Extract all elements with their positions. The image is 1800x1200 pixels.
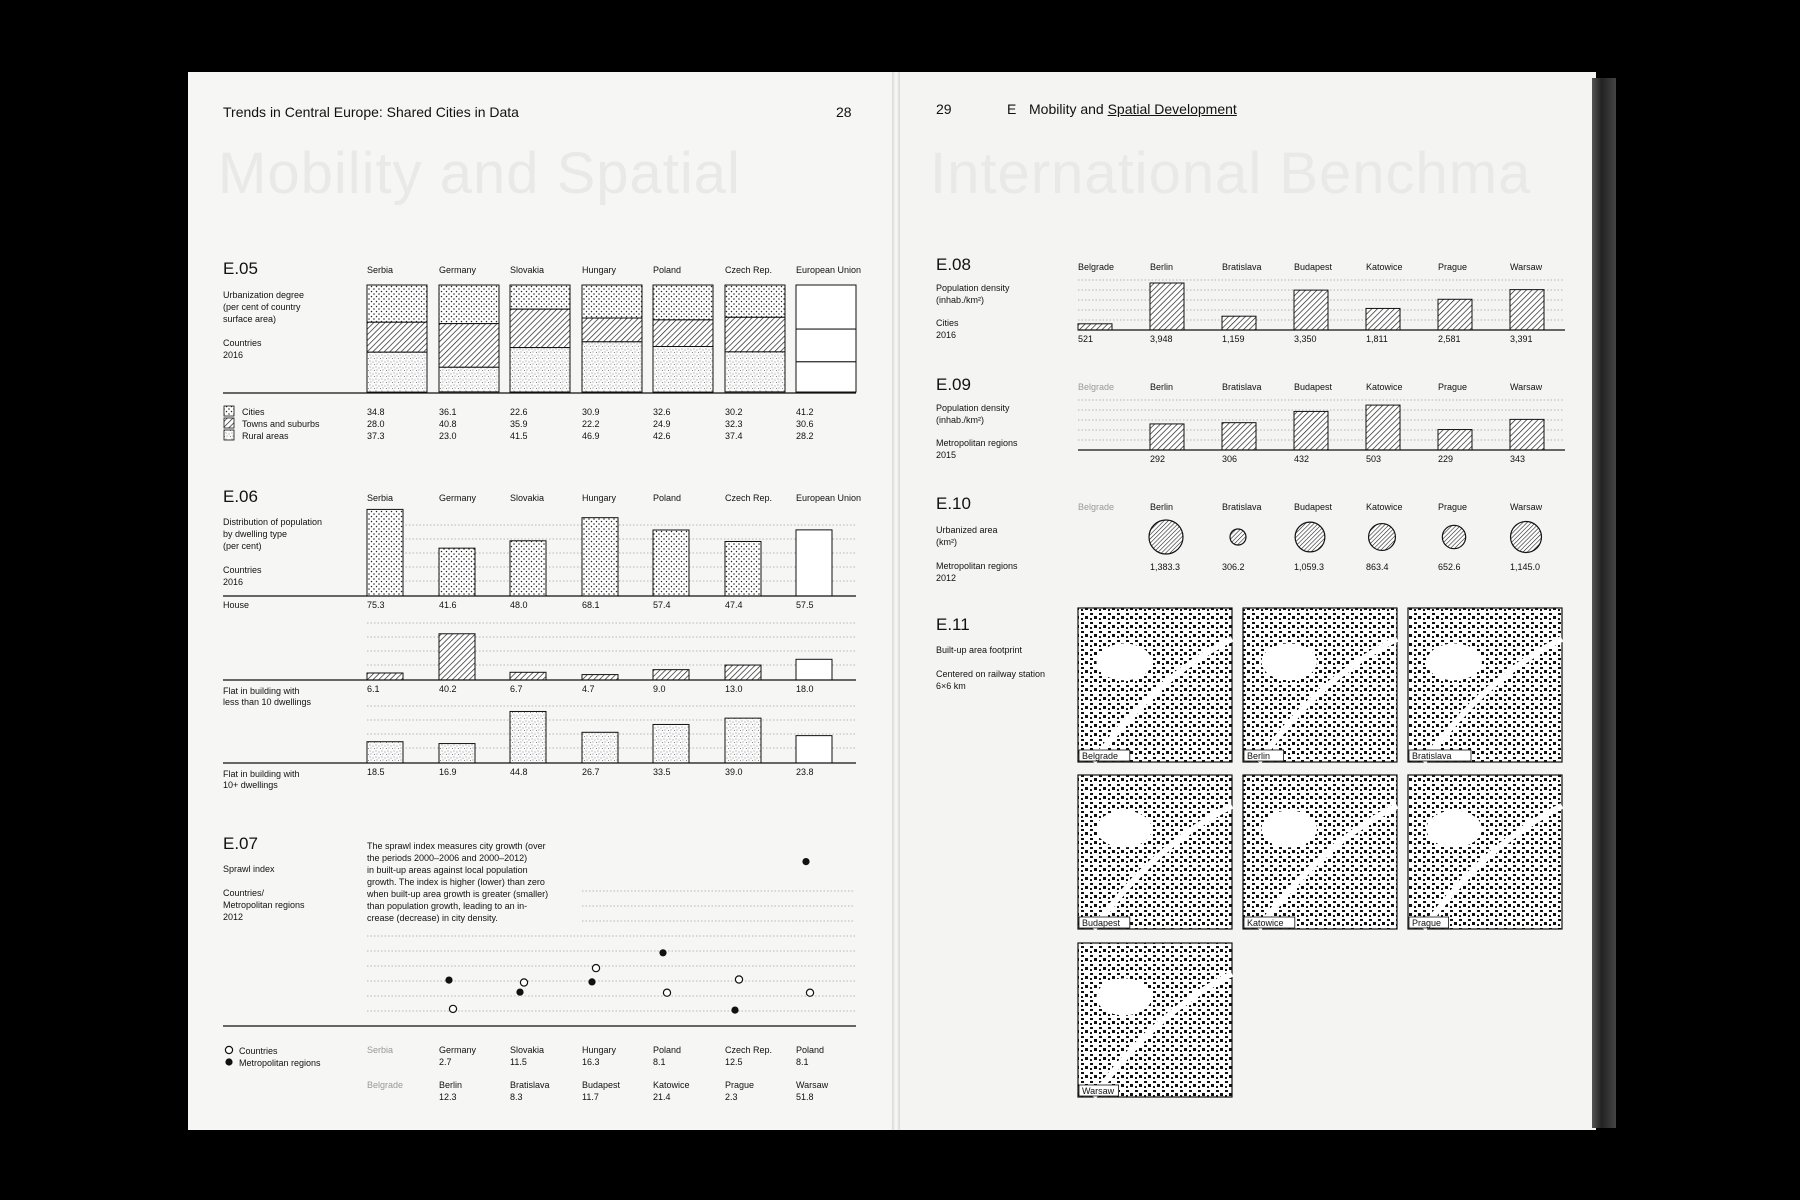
e06-panel-label: House — [223, 600, 250, 610]
e11-map-label: Warsaw — [1082, 1086, 1115, 1096]
right-section-letter: E — [1007, 101, 1017, 117]
right-chart-category-label: Warsaw — [1510, 262, 1543, 272]
e06-value-label: 6.1 — [367, 684, 380, 694]
e06-value-label: 33.5 — [653, 767, 671, 777]
e05-stacked-bar-segment — [653, 285, 713, 320]
e05-stacked-bar-segment — [725, 285, 785, 317]
e06-value-label: 26.7 — [582, 767, 600, 777]
e05-value-label: 32.3 — [725, 419, 743, 429]
e05-value-label: 22.2 — [582, 419, 600, 429]
e05-value-label: 32.6 — [653, 407, 671, 417]
right-chart-bar — [1294, 411, 1328, 450]
e10-bubble — [1369, 524, 1396, 551]
right-page-number: 29 — [936, 101, 952, 117]
e05-stacked-bar-segment — [796, 285, 856, 329]
e06-category-label: Czech Rep. — [725, 493, 773, 503]
e06-bar — [367, 509, 403, 596]
e06-bar — [796, 530, 832, 596]
e07-metro-label: Warsaw — [796, 1080, 829, 1090]
right-chart-bar — [1438, 299, 1472, 330]
e06-category-label: Serbia — [367, 493, 394, 503]
e06-bar — [796, 736, 832, 763]
e11-map-tile — [1243, 775, 1397, 929]
e07-description-line: crease (decrease) in city density. — [367, 913, 498, 923]
e07-legend-label: Metropolitan regions — [239, 1058, 321, 1068]
e11-map-tile — [1078, 775, 1232, 929]
e06-value-label: 4.7 — [582, 684, 595, 694]
e06-value-label: 40.2 — [439, 684, 457, 694]
e11-map-open-area — [1426, 643, 1481, 680]
e11-title: E.11 — [936, 615, 970, 634]
e06-value-label: 75.3 — [367, 600, 385, 610]
e07-country-value: 16.3 — [582, 1057, 600, 1067]
e06-bar — [582, 518, 618, 596]
e06-value-label: 57.5 — [796, 600, 814, 610]
e11-map-label: Budapest — [1082, 918, 1121, 928]
right-chart-value-label: 3,948 — [1150, 334, 1173, 344]
right-chart-value-label: 3,391 — [1510, 334, 1533, 344]
e05-title: E.05 — [223, 259, 258, 278]
e07-title: E.07 — [223, 834, 258, 853]
e05-stacked-bar-segment — [796, 362, 856, 392]
e10-subtitle-line: Urbanized area — [936, 525, 998, 535]
right-chart-category-label: Warsaw — [1510, 382, 1543, 392]
e07-metro-value: 2.3 — [725, 1092, 738, 1102]
e07-description-line: growth. The index is higher (lower) than zero — [367, 877, 545, 887]
e07-legend-open-marker — [225, 1046, 232, 1053]
e05-stacked-bar-segment — [582, 285, 642, 318]
e05-category-label: Germany — [439, 265, 477, 275]
e05-legend-label: Rural areas — [242, 431, 289, 441]
e07-subtitle: Sprawl index — [223, 864, 275, 874]
e05-stacked-bar-segment — [510, 309, 570, 347]
right-chart-value-label: 1,159 — [1222, 334, 1245, 344]
e05-subtitle-line: Urbanization degree — [223, 290, 305, 300]
e11-map-tile — [1408, 608, 1562, 762]
e07-country-label: Germany — [439, 1045, 477, 1055]
e05-category-label: Serbia — [367, 265, 394, 275]
e11-map-open-area — [1426, 810, 1481, 847]
right-running-head-underlined: Spatial Development — [1107, 101, 1237, 117]
e05-value-label: 28.2 — [796, 431, 814, 441]
right-chart-category-label: Katowice — [1366, 262, 1403, 272]
e05-stacked-bar-segment — [439, 367, 499, 392]
e06-value-label: 23.8 — [796, 767, 814, 777]
right-chart-bar — [1294, 290, 1328, 330]
e06-subtitle-line: Distribution of population — [223, 517, 323, 527]
e10-category-label: Katowice — [1366, 502, 1403, 512]
e11-map-open-area — [1261, 810, 1316, 847]
e05-value-label: 30.6 — [796, 419, 814, 429]
e07-metro-value: 8.3 — [510, 1092, 523, 1102]
e06-title: E.06 — [223, 487, 258, 506]
e07-country-value: 8.1 — [796, 1057, 809, 1067]
right-chart-category-label: Berlin — [1150, 262, 1174, 272]
e07-country-value: 8.1 — [653, 1057, 666, 1067]
e06-bar — [510, 541, 546, 596]
e10-bubble — [1295, 522, 1325, 552]
right-chart-subtitle-line: Population density — [936, 403, 1010, 413]
e07-metro-value: 21.4 — [653, 1092, 671, 1102]
e05-legend-label: Towns and suburbs — [242, 419, 320, 429]
e07-legend-filled-marker — [225, 1058, 232, 1065]
right-chart-value-label: 229 — [1438, 454, 1454, 464]
e06-panel-label: 10+ dwellings — [223, 780, 278, 790]
e05-value-label: 28.0 — [367, 419, 385, 429]
e07-metro-label: Bratislava — [510, 1080, 550, 1090]
right-chart-value-label: 306 — [1222, 454, 1238, 464]
e06-bar — [725, 665, 761, 680]
e10-subtitle-line: (km²) — [936, 537, 957, 547]
e10-bubble — [1511, 522, 1542, 553]
e07-country-label: Slovakia — [510, 1045, 545, 1055]
e07-country-marker — [663, 989, 670, 996]
e06-bar — [725, 541, 761, 596]
e10-bubble — [1149, 520, 1183, 554]
e05-stacked-bar-segment — [510, 348, 570, 392]
e05-value-label: 30.9 — [582, 407, 600, 417]
right-chart-bar — [1222, 316, 1256, 330]
e06-bar — [653, 530, 689, 596]
right-chart-value-label: 2,581 — [1438, 334, 1461, 344]
e05-value-label: 41.5 — [510, 431, 528, 441]
right-chart-subtitle-line: Population density — [936, 283, 1010, 293]
e06-subtitle-line: by dwelling type — [223, 529, 288, 539]
e09-title: E.09 — [936, 375, 971, 394]
e07-metro-marker — [659, 949, 666, 956]
e05-stacked-bar-segment — [582, 342, 642, 392]
e07-country-value: 12.5 — [725, 1057, 743, 1067]
e06-value-label: 39.0 — [725, 767, 743, 777]
right-chart-value-label: 521 — [1078, 334, 1094, 344]
e07-country-value: 11.5 — [510, 1057, 527, 1067]
e06-value-label: 16.9 — [439, 767, 457, 777]
e05-subtitle-line: surface area) — [223, 314, 277, 324]
e11-map-tile — [1078, 943, 1232, 1097]
e10-value-label: 1,383.3 — [1150, 562, 1181, 572]
right-chart-note-line: Cities — [936, 318, 959, 328]
e05-legend-swatch — [224, 406, 234, 416]
e10-value-label: 1,059.3 — [1294, 562, 1325, 572]
e06-subtitle-line: (per cent) — [223, 541, 262, 551]
e06-value-label: 13.0 — [725, 684, 743, 694]
right-chart-subtitle-line: (inhab./km²) — [936, 295, 985, 305]
e06-bar — [725, 718, 761, 763]
e05-value-label: 37.3 — [367, 431, 385, 441]
e11-map-tile — [1408, 775, 1562, 929]
e10-category-label: Berlin — [1150, 502, 1174, 512]
e07-description-line: than population growth, leading to an in- — [367, 901, 528, 911]
e06-category-label: European Union — [796, 493, 862, 503]
e06-bar — [582, 675, 618, 680]
e05-note-line: 2016 — [223, 350, 244, 360]
e11-map-label: Katowice — [1247, 918, 1284, 928]
e06-value-label: 57.4 — [653, 600, 671, 610]
e07-note-line: Countries/ — [223, 888, 265, 898]
e10-category-label: Belgrade — [1078, 502, 1115, 512]
e05-value-label: 37.4 — [725, 431, 743, 441]
e07-metro-label: Katowice — [653, 1080, 690, 1090]
e06-value-label: 44.8 — [510, 767, 528, 777]
e07-country-label: Hungary — [582, 1045, 617, 1055]
ghost-title-right: International Benchma — [930, 141, 1532, 206]
right-chart-subtitle-line: (inhab./km²) — [936, 415, 985, 425]
e06-value-label: 41.6 — [439, 600, 457, 610]
right-chart-bar — [1510, 419, 1544, 450]
e07-metro-label: Belgrade — [367, 1080, 404, 1090]
e05-value-label: 22.6 — [510, 407, 528, 417]
e07-country-marker — [592, 965, 599, 972]
e10-value-label: 652.6 — [1438, 562, 1461, 572]
e11-map-open-area — [1096, 978, 1151, 1015]
right-chart-value-label: 1,811 — [1366, 334, 1388, 344]
e05-value-label: 42.6 — [653, 431, 671, 441]
left-page-number: 28 — [836, 104, 852, 120]
right-chart-category-label: Budapest — [1294, 262, 1333, 272]
e07-metro-label: Berlin — [439, 1080, 463, 1090]
e07-description-line: the periods 2000–2006 and 2000–2012) — [367, 853, 528, 863]
right-chart-value-label: 343 — [1510, 454, 1526, 464]
e06-bar — [510, 672, 546, 680]
e10-value-label: 306.2 — [1222, 562, 1245, 572]
e06-panel-label: less than 10 dwellings — [223, 697, 312, 707]
right-chart-bar — [1150, 424, 1184, 450]
e06-value-label: 47.4 — [725, 600, 743, 610]
right-chart-category-label: Katowice — [1366, 382, 1403, 392]
e07-country-label: Poland — [653, 1045, 682, 1055]
e05-stacked-bar-segment — [725, 317, 785, 352]
e07-note-line: Metropolitan regions — [223, 900, 305, 910]
e06-value-label: 9.0 — [653, 684, 666, 694]
e10-category-label: Warsaw — [1510, 502, 1543, 512]
right-chart-bar — [1510, 290, 1544, 330]
e11-note-line: Centered on railway station — [936, 669, 1046, 679]
e07-metro-value: 51.8 — [796, 1092, 814, 1102]
e05-value-label: 41.2 — [796, 407, 814, 417]
e07-country-label: Poland — [796, 1045, 825, 1055]
e07-country-marker — [806, 989, 813, 996]
e05-legend-swatch — [224, 430, 234, 440]
e11-map-open-area — [1261, 643, 1316, 680]
e05-stacked-bar-segment — [582, 318, 642, 342]
e05-note-line: Countries — [223, 338, 262, 348]
right-chart-category-label: Bratislava — [1222, 382, 1262, 392]
e05-stacked-bar-segment — [439, 324, 499, 368]
e05-value-label: 24.9 — [653, 419, 671, 429]
e05-category-label: Czech Rep. — [725, 265, 773, 275]
right-chart-note-line: 2015 — [936, 450, 957, 460]
right-chart-bar — [1222, 423, 1256, 450]
e05-stacked-bar-segment — [796, 329, 856, 362]
e08-title: E.08 — [936, 255, 971, 274]
e05-legend-swatch — [224, 418, 234, 428]
e10-value-label: 863.4 — [1366, 562, 1389, 572]
e05-value-label: 34.8 — [367, 407, 385, 417]
e10-category-label: Budapest — [1294, 502, 1333, 512]
e05-stacked-bar-segment — [367, 322, 427, 352]
e06-bar — [653, 724, 689, 763]
e06-note-line: 2016 — [223, 577, 244, 587]
e05-legend-label: Cities — [242, 407, 265, 417]
e07-metro-marker — [588, 978, 595, 985]
e07-country-marker — [520, 979, 527, 986]
e06-panel-label: Flat in building with — [223, 686, 300, 696]
e07-country-label: Czech Rep. — [725, 1045, 773, 1055]
e06-category-label: Hungary — [582, 493, 617, 503]
e07-country-label: Serbia — [367, 1045, 394, 1055]
e05-value-label: 40.8 — [439, 419, 457, 429]
e07-legend-label: Countries — [239, 1046, 278, 1056]
e07-metro-value: 12.3 — [439, 1092, 457, 1102]
right-chart-value-label: 3,350 — [1294, 334, 1317, 344]
e06-value-label: 18.5 — [367, 767, 385, 777]
right-chart-note-line: 2016 — [936, 330, 957, 340]
right-chart-category-label: Prague — [1438, 262, 1468, 272]
e07-description-line: in built-up areas against local population — [367, 865, 528, 875]
e05-stacked-bar-segment — [653, 320, 713, 347]
e05-value-label: 30.2 — [725, 407, 743, 417]
e05-value-label: 35.9 — [510, 419, 528, 429]
e07-metro-marker — [731, 1007, 738, 1014]
e06-panel-label: Flat in building with — [223, 769, 300, 779]
e05-value-label: 36.1 — [439, 407, 457, 417]
right-chart-category-label: Belgrade — [1078, 262, 1115, 272]
right-chart-bar — [1366, 308, 1400, 330]
e06-value-label: 6.7 — [510, 684, 523, 694]
e05-stacked-bar-segment — [510, 285, 570, 309]
e07-note-line: 2012 — [223, 912, 244, 922]
e06-bar — [439, 548, 475, 596]
e11-subtitle: Built-up area footprint — [936, 645, 1023, 655]
e07-country-value: 2.7 — [439, 1057, 452, 1067]
e06-value-label: 48.0 — [510, 600, 528, 610]
e10-title: E.10 — [936, 494, 971, 513]
e05-value-label: 23.0 — [439, 431, 457, 441]
e05-subtitle-line: (per cent of country — [223, 302, 301, 312]
right-chart-bar — [1078, 324, 1112, 330]
right-chart-value-label: 503 — [1366, 454, 1382, 464]
e11-map-label: Prague — [1412, 918, 1442, 928]
e07-description-line: The sprawl index measures city growth (over — [367, 841, 546, 851]
e07-country-marker — [735, 976, 742, 983]
e07-metro-label: Prague — [725, 1080, 755, 1090]
right-chart-category-label: Belgrade — [1078, 382, 1115, 392]
e05-stacked-bar-segment — [653, 347, 713, 393]
e05-stacked-bar-segment — [439, 285, 499, 324]
right-chart-bar — [1438, 430, 1472, 450]
e05-category-label: Poland — [653, 265, 682, 275]
right-chart-note-line: Metropolitan regions — [936, 438, 1018, 448]
e06-category-label: Poland — [653, 493, 682, 503]
e11-map-tile — [1243, 608, 1397, 762]
e10-value-label: 1,145.0 — [1510, 562, 1541, 572]
e06-value-label: 68.1 — [582, 600, 600, 610]
e05-category-label: Hungary — [582, 265, 617, 275]
e06-category-label: Germany — [439, 493, 477, 503]
right-chart-value-label: 292 — [1150, 454, 1166, 464]
e06-bar — [439, 744, 475, 763]
e06-note-line: Countries — [223, 565, 262, 575]
left-running-head: Trends in Central Europe: Shared Cities in Data — [223, 104, 519, 120]
e05-stacked-bar-segment — [367, 285, 427, 322]
e10-bubble — [1442, 525, 1465, 548]
e07-metro-marker — [516, 989, 523, 996]
e06-bar — [796, 659, 832, 680]
right-chart-category-label: Bratislava — [1222, 262, 1262, 272]
e05-category-label: Slovakia — [510, 265, 545, 275]
e11-note-line: 6×6 km — [936, 681, 966, 691]
right-chart-category-label: Prague — [1438, 382, 1468, 392]
e07-metro-marker — [445, 977, 452, 984]
e10-note-line: Metropolitan regions — [936, 561, 1018, 571]
e06-bar — [367, 742, 403, 763]
e10-category-label: Bratislava — [1222, 502, 1262, 512]
e05-stacked-bar-segment — [725, 352, 785, 392]
e11-map-tile — [1078, 608, 1232, 762]
e06-bar — [653, 670, 689, 680]
right-chart-category-label: Budapest — [1294, 382, 1333, 392]
e05-category-label: European Union — [796, 265, 862, 275]
e06-category-label: Slovakia — [510, 493, 545, 503]
right-chart-bar — [1366, 405, 1400, 450]
right-running-head-plain: Mobility and — [1029, 101, 1104, 117]
e06-bar — [582, 732, 618, 763]
e10-category-label: Prague — [1438, 502, 1468, 512]
e11-map-open-area — [1096, 810, 1151, 847]
e06-bar — [439, 634, 475, 680]
e11-map-label: Berlin — [1247, 751, 1271, 761]
e11-map-label: Belgrade — [1082, 751, 1119, 761]
e07-metro-marker — [802, 858, 809, 865]
e07-description-line: when built-up area growth is greater (smaller) — [367, 889, 549, 899]
right-chart-category-label: Berlin — [1150, 382, 1174, 392]
e06-value-label: 18.0 — [796, 684, 814, 694]
e06-bar — [510, 711, 546, 763]
e05-stacked-bar-segment — [367, 352, 427, 392]
e11-map-label: Bratislava — [1412, 751, 1452, 761]
e11-map-open-area — [1096, 643, 1151, 680]
e06-bar — [367, 673, 403, 680]
e07-metro-value: 11.7 — [582, 1092, 599, 1102]
right-chart-value-label: 432 — [1294, 454, 1310, 464]
e05-value-label: 46.9 — [582, 431, 600, 441]
e07-country-marker — [449, 1005, 456, 1012]
e07-metro-label: Budapest — [582, 1080, 621, 1090]
e10-note-line: 2012 — [936, 573, 957, 583]
ghost-title-left: Mobility and Spatial — [218, 141, 741, 206]
right-chart-bar — [1150, 283, 1184, 330]
e10-bubble — [1230, 529, 1246, 545]
